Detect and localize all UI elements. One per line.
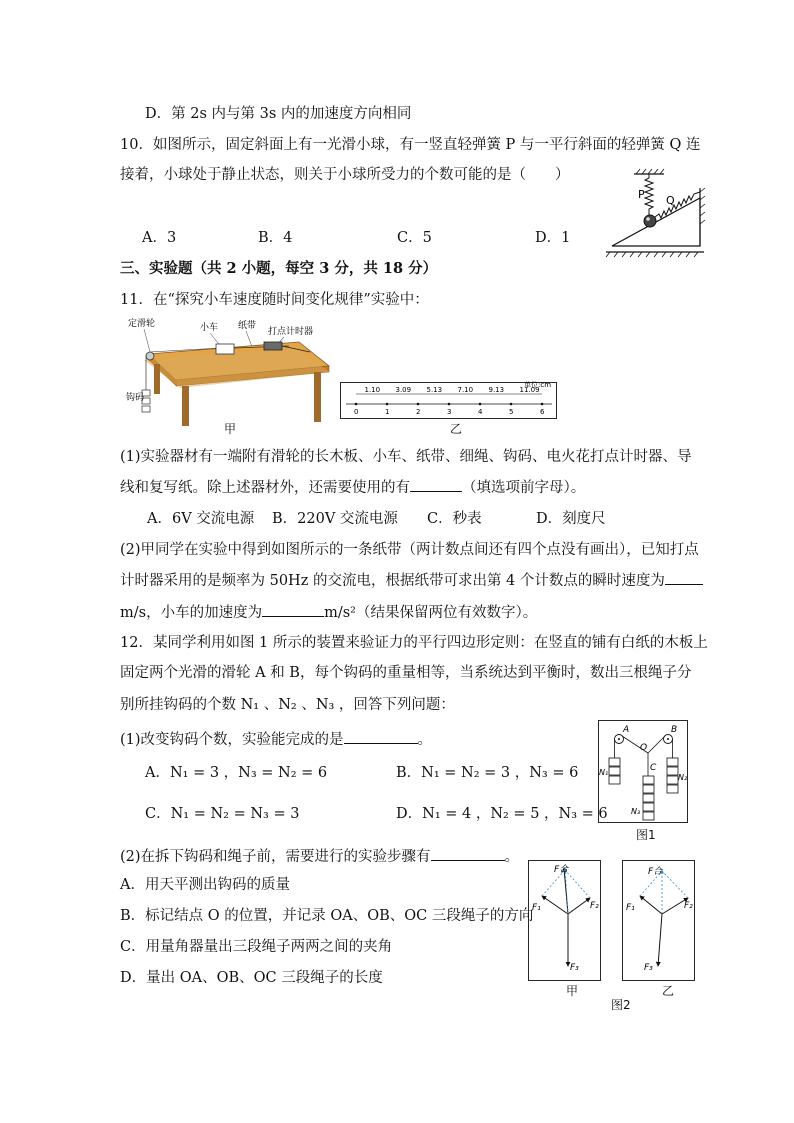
q12-part2 [120, 846, 519, 867]
q10-option-a: A．3 [142, 230, 177, 246]
weights-label: 钩码 [126, 393, 145, 403]
q12-part1-option-b: B．N₁ = N₂ = 3 ，N₃ = 6 [396, 765, 579, 781]
q12-part2-answer-blank[interactable] [431, 846, 505, 861]
q10-option-c: C．5 [397, 230, 432, 246]
tape-point-4 [479, 403, 482, 406]
q12-figure-1-caption: 图1 [636, 828, 656, 842]
fig2-left-f3-label: F₃ [570, 963, 579, 973]
tape-marks [346, 386, 552, 416]
tape-point-2 [417, 403, 420, 406]
q12-figure-2 [528, 858, 698, 984]
q12-stem-line2: 固定两个光滑的滑轮 A 和 B，每个钩码的重量相等，当系统达到平衡时，数出三根绳子分 [120, 665, 692, 681]
q12-part2-option-b: B．标记结点 O 的位置，并记录 OA、OB、OC 三段绳子的方向 [120, 908, 534, 924]
timer-label: 打点计时器 [268, 327, 314, 337]
n2-label: N₂ [678, 773, 688, 782]
q11-stem: 11．在“探究小车速度随时间变化规律”实验中： [120, 292, 429, 308]
tape-distance-label-2: 3.09 [395, 386, 412, 394]
tape-point-label-5: 5 [509, 408, 514, 416]
q11-velocity-blank[interactable] [665, 570, 703, 585]
spring-q-label: Q [666, 194, 675, 207]
tape-point-label-6: 6 [540, 408, 545, 416]
knot-o-label: O [640, 743, 648, 753]
fig2-right-fhe-label: F合 [648, 867, 663, 877]
q12-part2-option-c: C．用量角器量出三段绳子两两之间的夹角 [120, 939, 393, 955]
q12-part2-option-a: A．用天平测出钩码的质量 [120, 877, 290, 893]
q12-part2-option-d: D．量出 OA、OB、OC 三段绳子的长度 [120, 970, 383, 986]
fig2-panel-right [623, 861, 695, 981]
q12-figure-2-right-caption: 乙 [662, 984, 675, 998]
q11-part2-line1: (2)甲同学在实验中得到如图所示的一条纸带（两计数点间还有四个点没有画出），已知打点 [120, 542, 699, 558]
string-c-label: C [650, 763, 657, 773]
q11-part2-line2-text: 计时器采用的是频率为 50Hz 的交流电，根据纸带可求出第 4 个计数点的瞬时速度为 [120, 573, 665, 589]
cart-label: 小车 [200, 323, 219, 333]
tape-distance-label-4: 7.10 [457, 386, 474, 394]
tape-distance-label-3: 5.13 [426, 386, 443, 394]
pulley-a-label: A [623, 725, 630, 735]
q12-part1-answer-blank[interactable] [344, 729, 418, 744]
q12-part1-end: 。 [417, 732, 433, 748]
tape-distance-label-5: 9.13 [488, 386, 505, 394]
pulley-label: 定滑轮 [128, 319, 156, 329]
tape-point-label-1: 1 [385, 408, 390, 416]
q11-part2-line2 [120, 570, 703, 591]
tape-point-label-4: 4 [478, 408, 483, 416]
q11-part1-line2-text: 线和复写纸。除上述器材外，还需要使用的有 [120, 480, 410, 496]
n3-label: N₃ [631, 807, 641, 816]
q12-part1 [120, 729, 432, 750]
q12-figure-2-caption: 图2 [611, 998, 631, 1012]
fig2-right-f3-label: F₃ [644, 963, 653, 973]
q11-apparatus-figure [124, 314, 334, 436]
section-3-title: 三、实验题（共 2 小题，每空 3 分，共 18 分） [120, 260, 438, 277]
q10-incline-figure [604, 168, 708, 260]
q12-part1-option-a: A．N₁ = 3 ，N₃ = N₂ = 6 [145, 765, 328, 781]
q11-paper-tape-figure [340, 376, 558, 420]
fig2-left-f1-label: F₁ [532, 903, 541, 913]
tape-point-3 [448, 403, 451, 406]
q12-part1-option-c: C．N₁ = N₂ = N₃ = 3 [145, 806, 300, 822]
tape-label: 纸带 [238, 321, 257, 331]
tape-unit-label: 单位:cm [524, 381, 552, 389]
fig2-left-fhe-label: F合 [554, 865, 569, 875]
q12-part1-option-d: D．N₁ = 4 ，N₂ = 5 ，N₃ = 6 [396, 806, 608, 822]
q11-part1-line1: (1)实验器材有一端附有滑轮的长木板、小车、纸带、细绳、钩码、电火花打点计时器、导 [120, 449, 692, 465]
q11-part1-option-a: A．6V 交流电源 [147, 511, 255, 527]
q11-part1-option-b: B．220V 交流电源 [272, 511, 398, 527]
tape-point-label-3: 3 [447, 408, 452, 416]
q11-part2-line3a: m/s，小车的加速度为 [120, 605, 263, 621]
q11-part1-option-c: C．秒表 [427, 511, 482, 527]
q12-stem-line1: 12．某同学利用如图 1 所示的装置来验证力的平行四边形定则：在竖直的铺有白纸的木板上 [120, 635, 708, 651]
q10-option-d: D．1 [535, 230, 571, 246]
fig2-panel-left [529, 861, 601, 981]
q12-figure-1 [598, 720, 688, 826]
tape-point-5 [510, 403, 513, 406]
q12-figure-2-left-caption: 甲 [566, 984, 579, 998]
q11-caption-left: 甲 [224, 422, 237, 436]
tape-point-6 [541, 403, 544, 406]
q12-part2-end: 。 [504, 849, 520, 865]
tape-distance-label-1: 1.10 [364, 386, 381, 394]
tape-point-label-2: 2 [416, 408, 421, 416]
tape-point-label-0: 0 [354, 408, 359, 416]
tape-point-1 [386, 403, 389, 406]
q12-part1-text: (1)改变钩码个数，实验能完成的是 [120, 732, 344, 748]
tape-point-0 [355, 403, 358, 406]
tape-distance-label-6: 11.09 [519, 386, 540, 394]
q11-part1-line2-tail: （填选项前字母）。 [462, 480, 586, 496]
q11-part1-line2 [120, 477, 585, 498]
q12-part2-text: (2)在拆下钩码和绳子前，需要进行的实验步骤有 [120, 849, 431, 865]
q10-option-b: B．4 [258, 230, 293, 246]
q11-part1-answer-blank[interactable] [410, 477, 462, 492]
n1-left-label: N₁ [599, 768, 609, 777]
q9-option-d: D．第 2s 内与第 3s 内的加速度方向相同 [145, 106, 412, 122]
spring-p-label: P [638, 188, 645, 201]
q11-part1-option-d: D．刻度尺 [536, 511, 606, 527]
q10-stem-line1: 10．如图所示，固定斜面上有一光滑小球，有一竖直轻弹簧 P 与一平行斜面的轻弹簧 Q 连 [120, 137, 701, 153]
q12-stem-line3: 别所挂钩码的个数 N₁ 、N₂ 、N₃ ，回答下列问题： [120, 697, 455, 713]
fig2-right-f2-label: F₂ [684, 901, 693, 911]
pulley-b-label: B [671, 725, 678, 735]
q10-stem-line2: 接着，小球处于静止状态，则关于小球所受力的个数可能的是（ ） [120, 167, 570, 183]
q11-part2-line3 [120, 602, 537, 623]
q11-acceleration-blank[interactable] [262, 602, 324, 617]
q11-part2-line3b: m/s²（结果保留两位有效数字）。 [324, 605, 538, 621]
fig2-right-f1-label: F₁ [626, 903, 635, 913]
q11-caption-right: 乙 [450, 422, 463, 436]
fig2-left-f2-label: F₂ [590, 901, 599, 911]
